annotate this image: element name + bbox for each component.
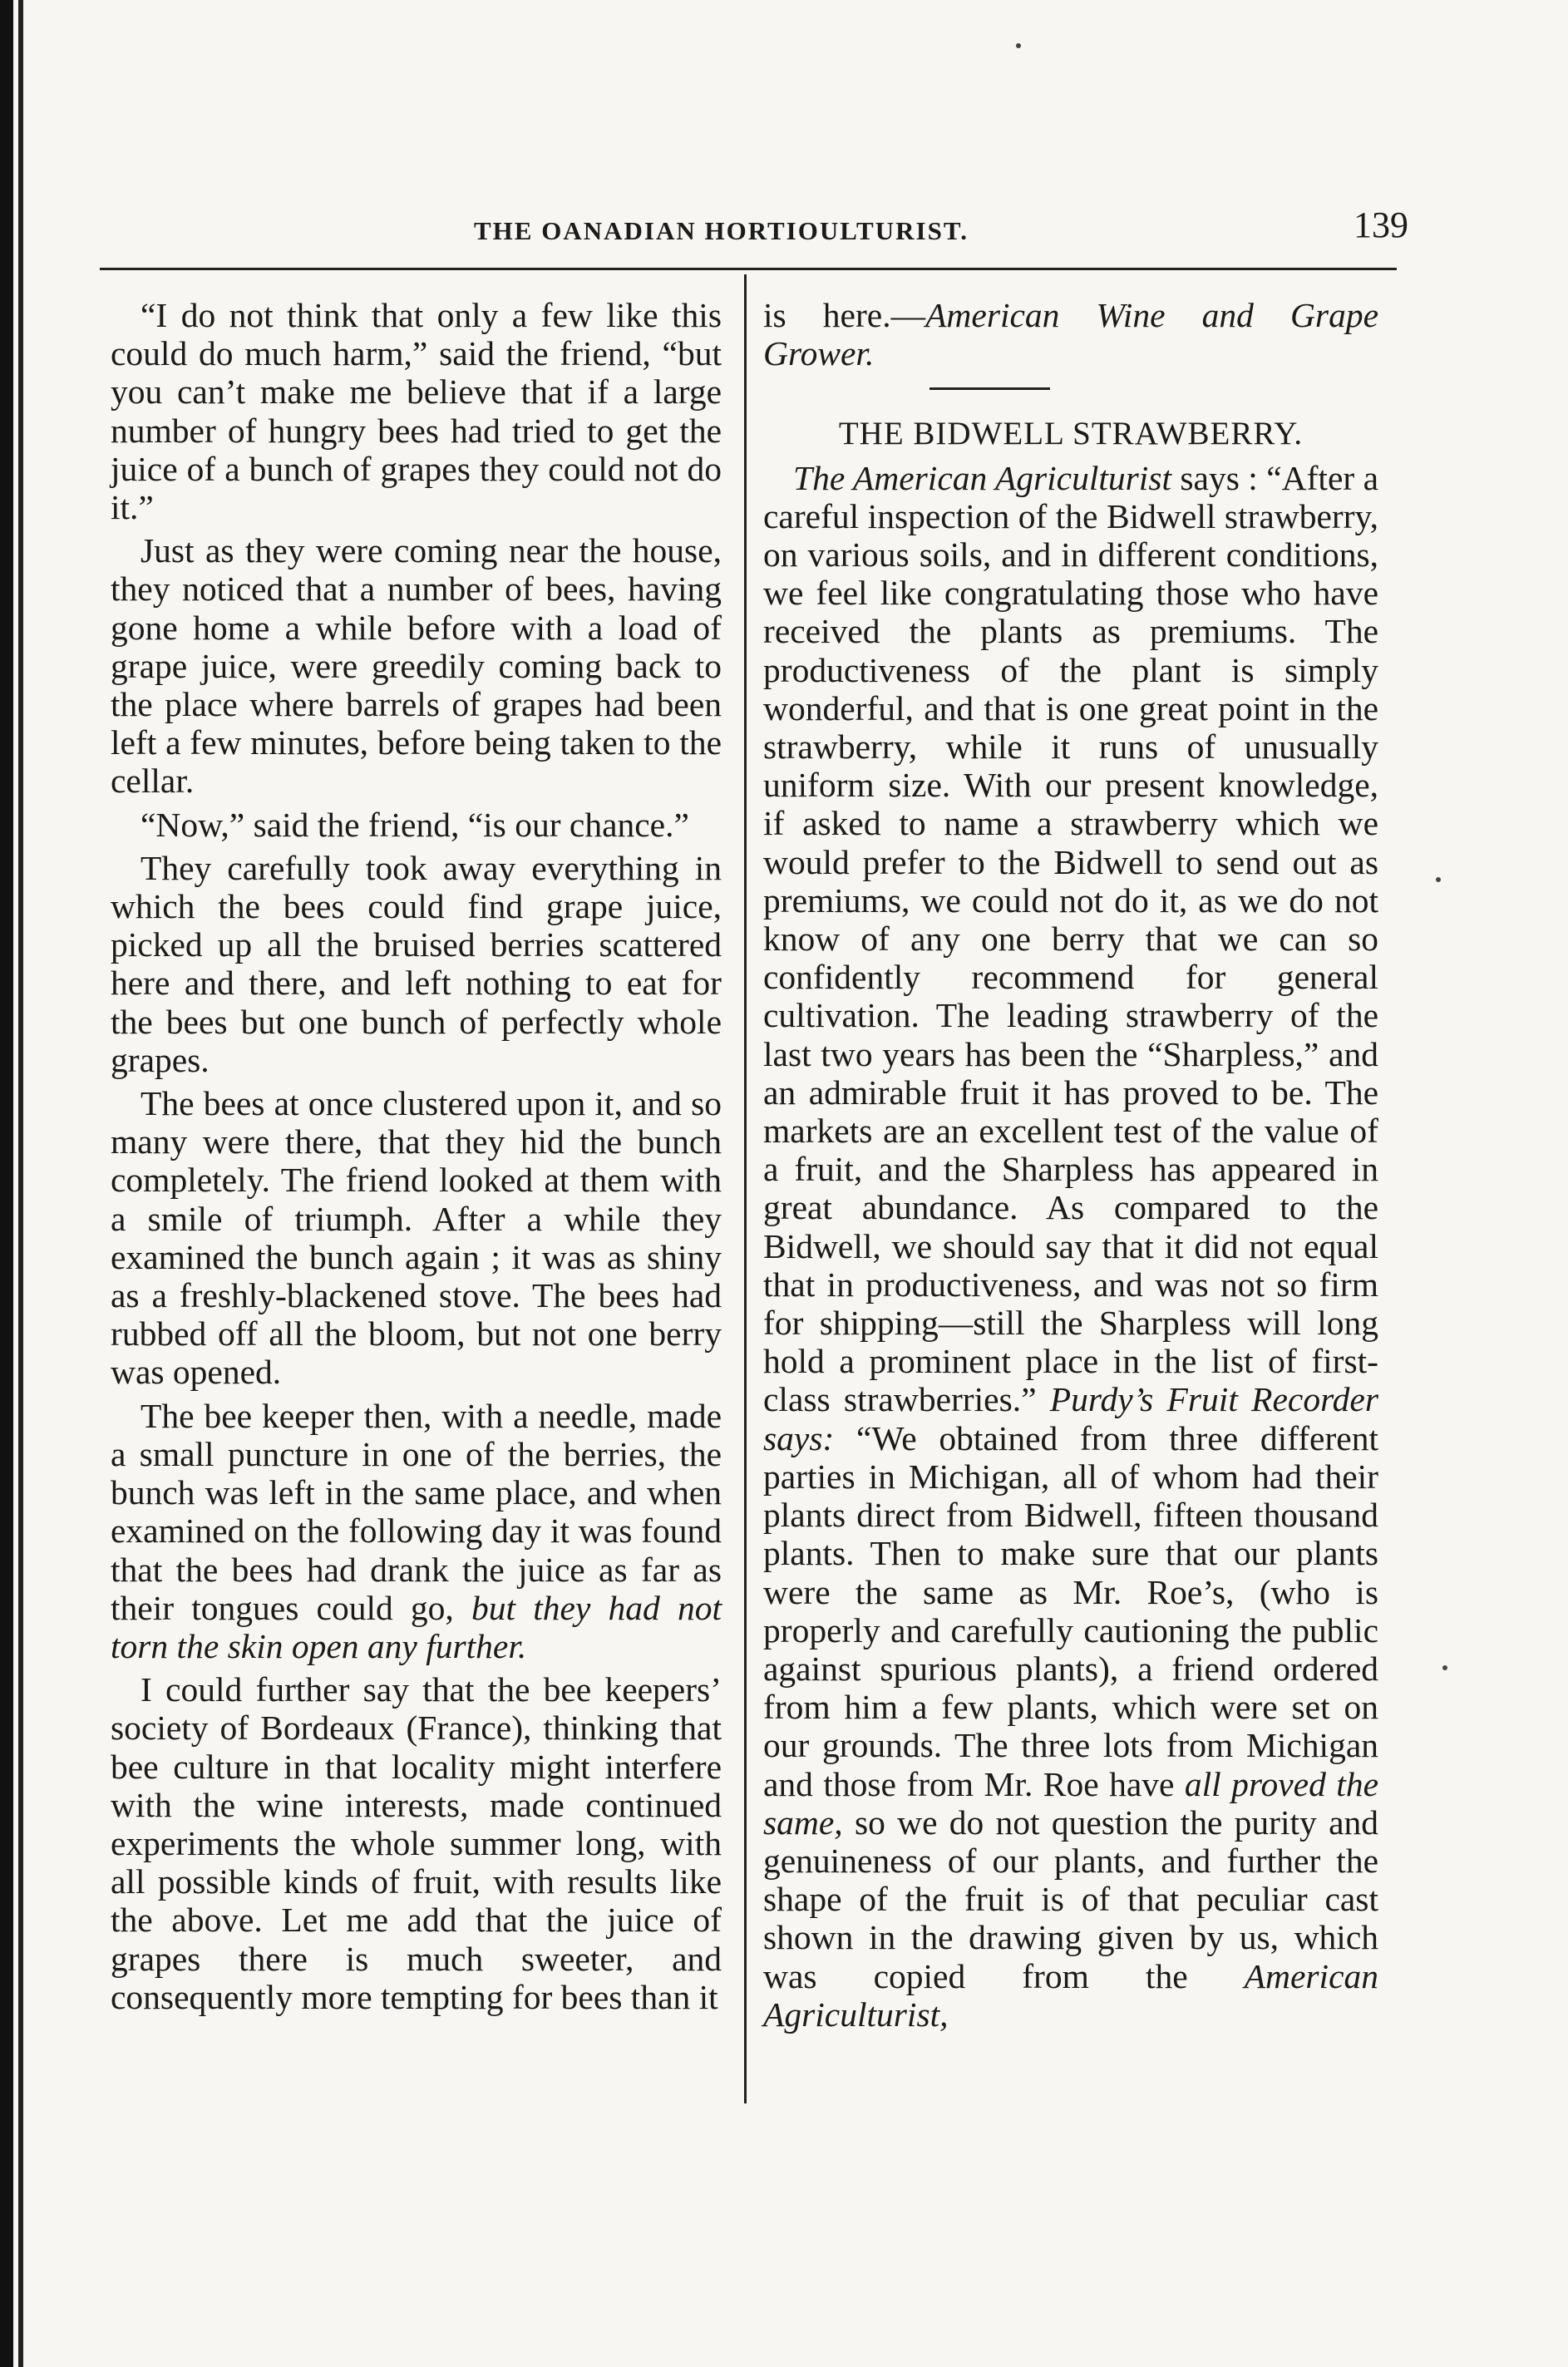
paragraph-text: says : bbox=[1171, 458, 1258, 497]
scan-speck bbox=[1442, 1665, 1447, 1670]
paragraph: The bees at once clustered upon it, and so many were there, that they hid the bunch completely. The friend looked at them with a smile of triumph. After a while they examined the bunch again ; it was as shiny as a freshly-blackened stove. The bees had rubbed off all the bloom, but not one berry was opened. bbox=[111, 1084, 722, 1392]
journal-title: THE OANADIAN HORTIOULTURIST. bbox=[474, 216, 969, 245]
paragraph-text: “After a careful inspection of the Bidwell strawberry, on various soils, and in different conditions, we feel like congratulating those who have received the plants as premiums. The productiveness of the plant is simply wonderful, and that is one great point in the strawberry, while it runs of unusually uniform size. With our present knowledge, if asked to name a strawberry which we would prefer to the Bidwell to send out as premiums, we could not do it, as we do not know of any one berry that we can so confidently recommend for general cultivation. The leading strawberry of the last two years has been the “Sharpless,” and an admirable fruit it has proved to be. The markets are an excellent test of the value of a fruit, and the Sharpless has appeared in great abundance. As compared to the Bidwell, we should say that it did not equal that in productiveness, and was not so firm for shipping—still the Sharpless will long hold a prominent place in the list of first-class strawberries.” bbox=[763, 458, 1379, 1419]
section-separator bbox=[929, 387, 1050, 390]
paragraph-text: so we do not question the purity and genuineness of our plants, and further the shape of the fruit is of that peculiar cast shown in the drawing given by us, which was copied from the bbox=[763, 1802, 1378, 1995]
paragraph-text: is here.— bbox=[763, 296, 926, 334]
paragraph: “I do not think that only a few like this could do much harm,” said the friend, “but you can’t make me believe that if a large number of hungry bees had tried to get the juice of a bunch of grapes they could not do it.” bbox=[111, 296, 722, 527]
running-header bbox=[100, 200, 1418, 249]
source-citation: American Wine and Grape Grower. bbox=[763, 296, 1379, 373]
paragraph: They carefully took away everything in which the bees could find grape juice, picked up all the bruised berries scattered here and there, and left nothing to eat for the bees but one bunch of perfectly whole grapes. bbox=[111, 848, 722, 1079]
page-number: 139 bbox=[1354, 205, 1408, 245]
page-binding-edge-inner bbox=[18, 0, 23, 2367]
italic-emphasis: but they had not torn the skin open any further. bbox=[111, 1588, 722, 1665]
paragraph bbox=[111, 1397, 722, 1665]
header-rule bbox=[100, 268, 1397, 270]
page-binding-edge bbox=[0, 0, 13, 2367]
paragraph-text: The bee keeper then, with a needle, made a small puncture in one of the berries, the bunch was left in the same place, and when examined on the following day it was found that the bees had drank the juice as far as their tongues could go, bbox=[111, 1396, 722, 1627]
italic-emphasis: all proved the same, bbox=[763, 1764, 1378, 1842]
column-divider bbox=[744, 274, 747, 2103]
paragraph: Just as they were coming near the house, they noticed that a number of bees, having gone home a while before with a load of grape juice, were greedily coming back to the place where barrels of grapes had been left a few minutes, before being taken to the cellar. bbox=[111, 531, 722, 801]
source-citation: Purdy’s Fruit Recorder says: bbox=[763, 1380, 1378, 1457]
left-column bbox=[111, 296, 722, 2021]
paragraph-text: “We obtained from three different parties in Michigan, all of whom had their plants direct from Bidwell, fifteen thousand plants. Then to make sure that our plants were the same as Mr. Roe’s, (who is properly and carefully cautioning the public against spurious plants), a friend ordered from him a few plants, which were set on our grounds. The three lots from Michigan and those from Mr. Roe have bbox=[763, 1418, 1379, 1803]
source-citation: American Agriculturist, bbox=[763, 1956, 1378, 2034]
paragraph: I could further say that the bee keepers’ society of Bordeaux (France), thinking that bee culture in that locality might interfere with the wine interests, made continued experiments the whole summer long, with all possible kinds of fruit, with results like the above. Let me add that the juice of grapes there is much sweeter, and consequently more tempting for bees than it bbox=[111, 1670, 722, 2016]
scan-speck bbox=[1436, 877, 1441, 882]
paragraph-continuation bbox=[763, 296, 1378, 372]
right-column bbox=[763, 296, 1378, 2039]
paragraph: “Now,” said the friend, “is our chance.” bbox=[141, 805, 689, 844]
source-citation: The American Agriculturist bbox=[793, 458, 1172, 497]
article-heading: THE BIDWELL STRAWBERRY. bbox=[838, 416, 1304, 452]
paragraph bbox=[763, 459, 1378, 2034]
scan-speck bbox=[1016, 43, 1021, 48]
